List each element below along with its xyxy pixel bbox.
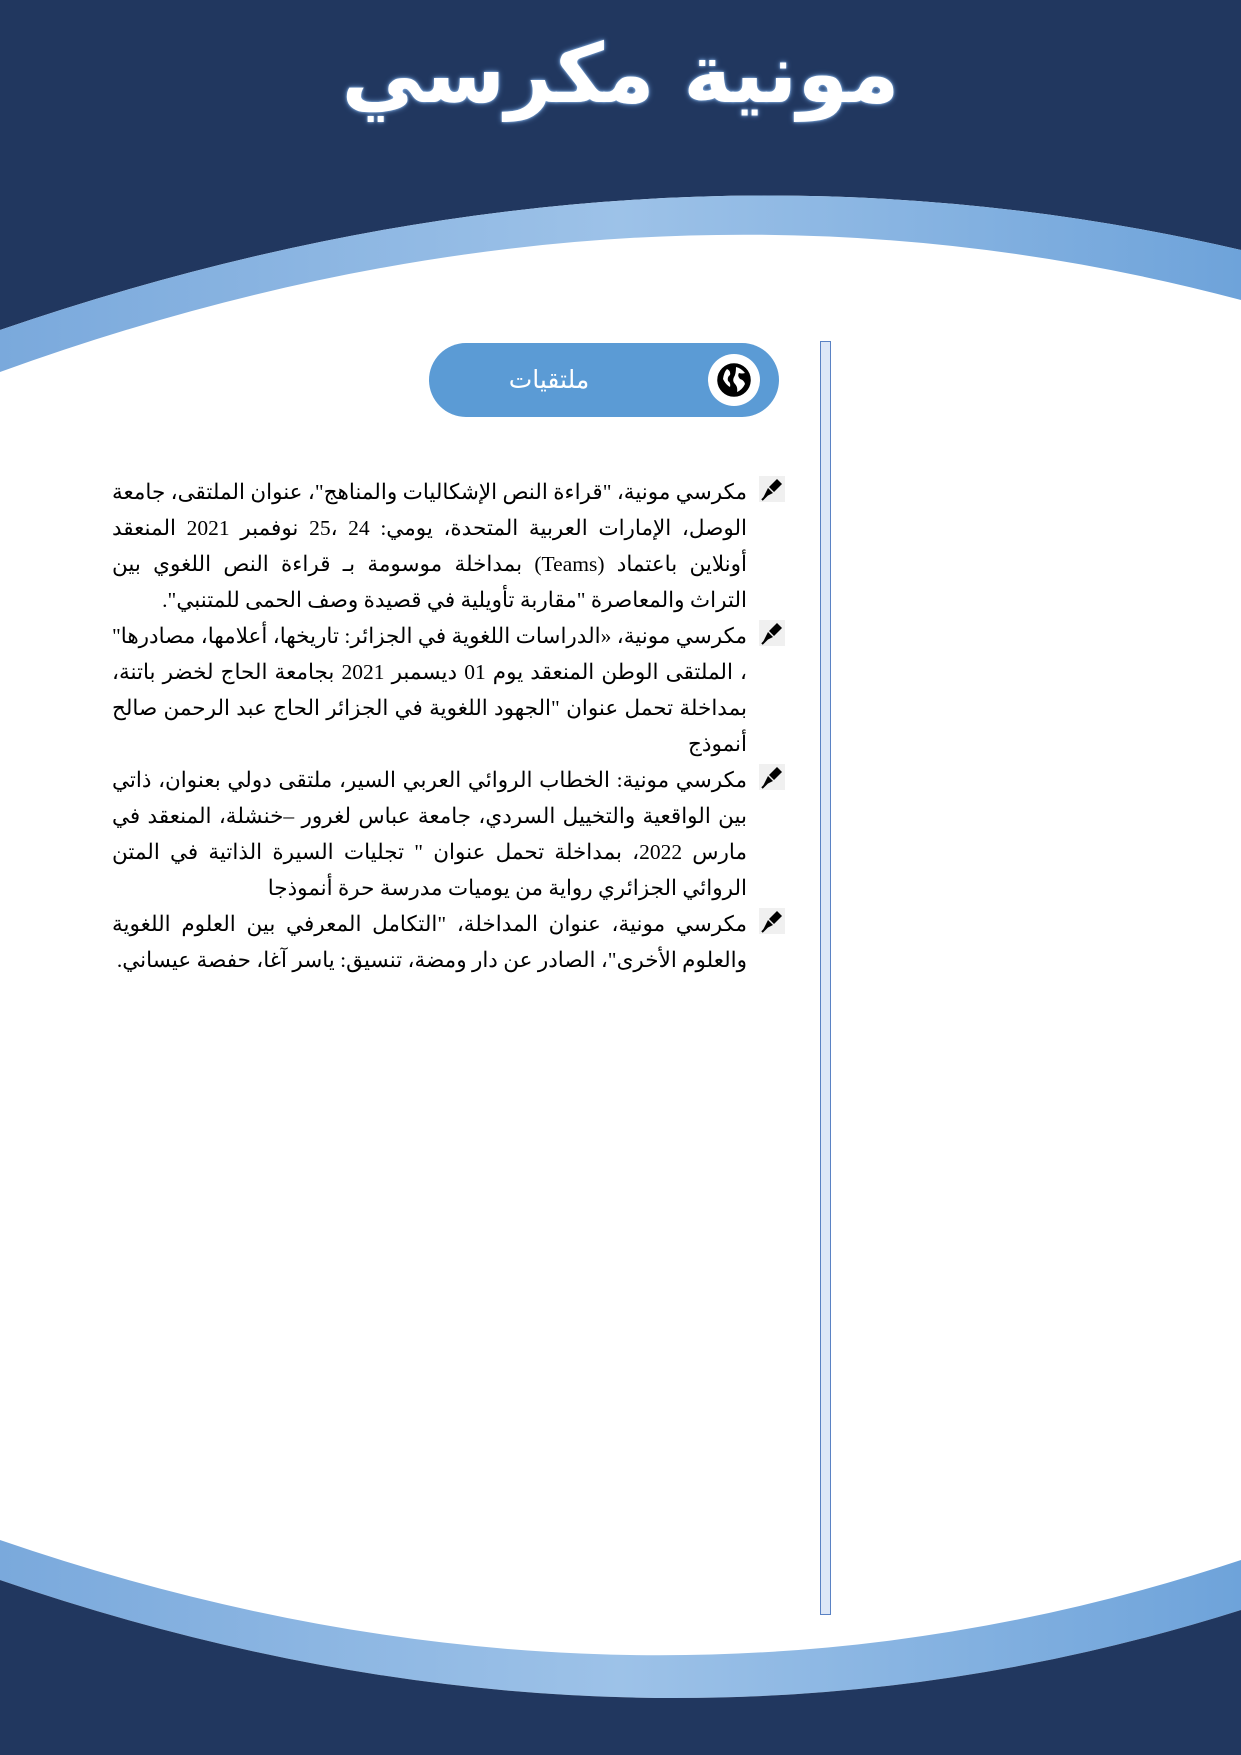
- pen-nib-icon: [759, 764, 785, 790]
- list-item: مكرسي مونية، عنوان المداخلة، "التكامل المعرفي بين العلوم اللغوية والعلوم الأخرى"، الصادر عن دار ومضة، تنسيق: ياسر آغا، حفصة عيساني.: [112, 906, 785, 978]
- globe-icon: [708, 354, 760, 406]
- pen-nib-icon: [759, 908, 785, 934]
- list-item: مكرسي مونية: الخطاب الروائي العربي السير، ملتقى دولي بعنوان، ذاتي بين الواقعية والتخييل السردي، جامعة عباس لغرور –خنشلة، المنعقد في مارس 2022، بمداخلة تحمل عنوان " تجليات السيرة الذاتية في المتن الروائي الجزائري رواية من يوميات مدرسة حرة أنموذجا: [112, 762, 785, 906]
- list-item: مكرسي مونية، "قراءة النص الإشكاليات والمناهج"، عنوان الملتقى، جامعة الوصل، الإمارات العربية المتحدة، يومي: 24 ،25 نوفمبر 2021 المنعقد أونلاين باعتماد (Teams) بمداخلة موسومة بـ قراءة النص اللغوي بين التراث والمعاصرة "مقاربة تأويلية في قصيدة وصف الحمى للمتنبي".: [112, 474, 785, 618]
- section-header: [429, 343, 779, 417]
- section-title: ملتقيات: [508, 365, 590, 394]
- pen-nib-icon: [759, 620, 785, 646]
- page-title: مونية مكرسي: [341, 27, 900, 122]
- conferences-list: [112, 474, 785, 978]
- pen-nib-icon: [759, 476, 785, 502]
- list-item: مكرسي مونية، «الدراسات اللغوية في الجزائر: تاريخها، أعلامها، مصادرها" ، الملتقى الوطن المنعقد يوم 01 ديسمبر 2021 بجامعة الحاج لخضر باتنة، بمداخلة تحمل عنوان "الجهود اللغوية في الجزائر الحاج عبد الرحمن صالح أنموذج: [112, 618, 785, 762]
- vertical-divider: [820, 341, 831, 1615]
